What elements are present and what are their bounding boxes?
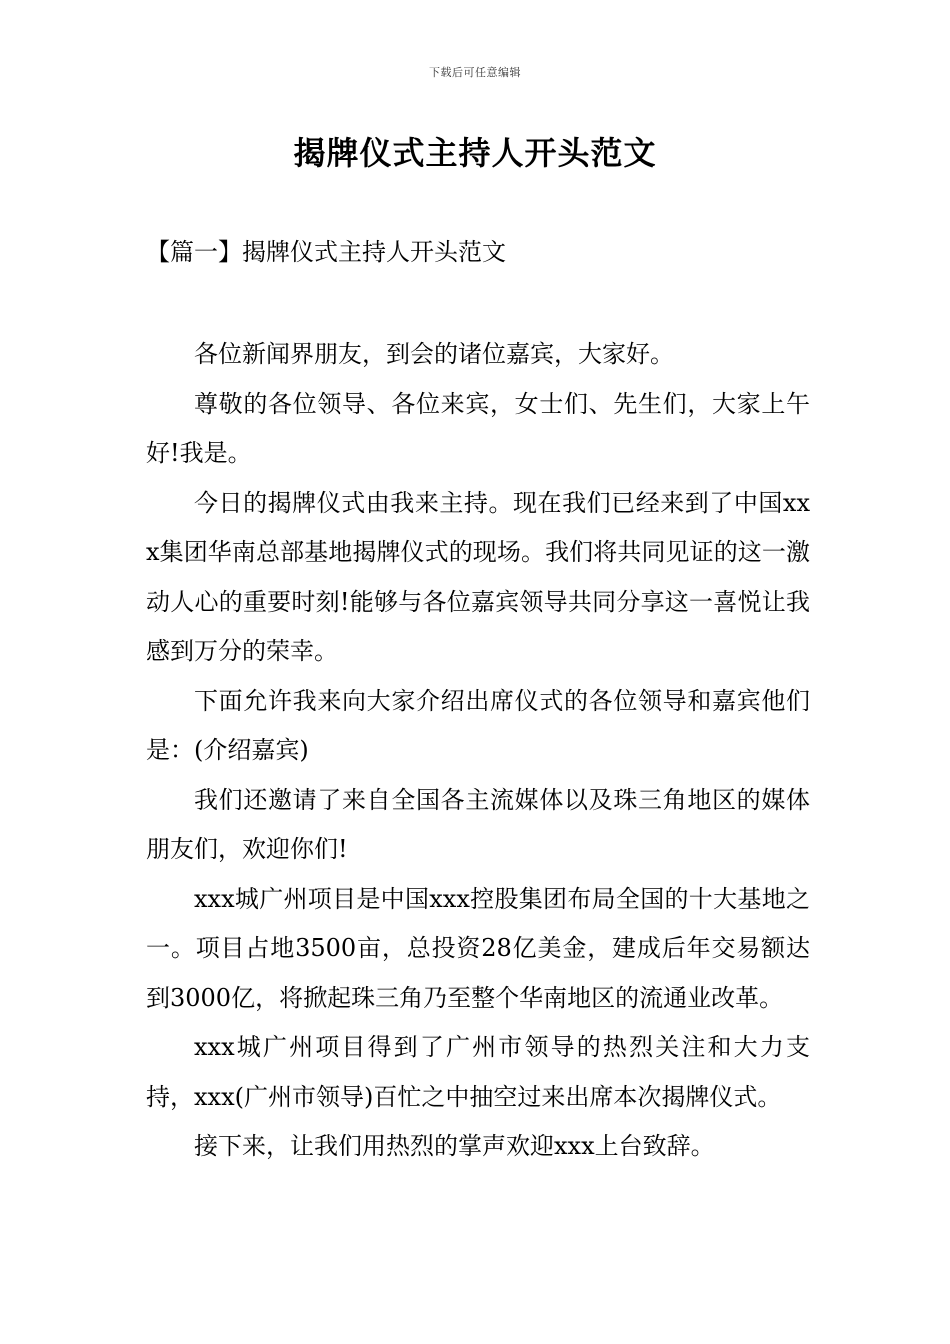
document-title: 揭牌仪式主持人开头范文 <box>293 134 657 172</box>
page-header-note: 下载后可任意编辑 <box>429 66 521 79</box>
paragraph: xxx城广州项目是中国xxx控股集团布局全国的十大基地之一。项目占地3500亩，总投资28亿美金，建成后年交易额达到3000亿，将掀起珠三角乃至整个华南地区的流通业改革。 <box>146 884 810 1012</box>
paragraph: 下面允许我来向大家介绍出席仪式的各位领导和嘉宾他们是：(介绍嘉宾) <box>146 686 810 764</box>
document-body <box>146 330 810 1172</box>
paragraph: 今日的揭牌仪式由我来主持。现在我们已经来到了中国xxx集团华南总部基地揭牌仪式的现场。我们将共同见证的这一激动人心的重要时刻!能够与各位嘉宾领导共同分享这一喜悦让我感到万分的荣幸。 <box>146 488 810 665</box>
paragraph: xxx城广州项目得到了广州市领导的热烈关注和大力支持，xxx(广州市领导)百忙之中抽空过来出席本次揭牌仪式。 <box>146 1033 810 1111</box>
paragraph: 我们还邀请了来自全国各主流媒体以及珠三角地区的媒体朋友们，欢迎你们! <box>146 785 810 863</box>
paragraph: 尊敬的各位领导、各位来宾，女士们、先生们，大家上午好!我是。 <box>146 389 810 467</box>
section-heading: 【篇一】揭牌仪式主持人开头范文 <box>146 238 506 266</box>
paragraph: 接下来，让我们用热烈的掌声欢迎xxx上台致辞。 <box>194 1132 715 1160</box>
paragraph: 各位新闻界朋友，到会的诸位嘉宾，大家好。 <box>194 340 674 368</box>
